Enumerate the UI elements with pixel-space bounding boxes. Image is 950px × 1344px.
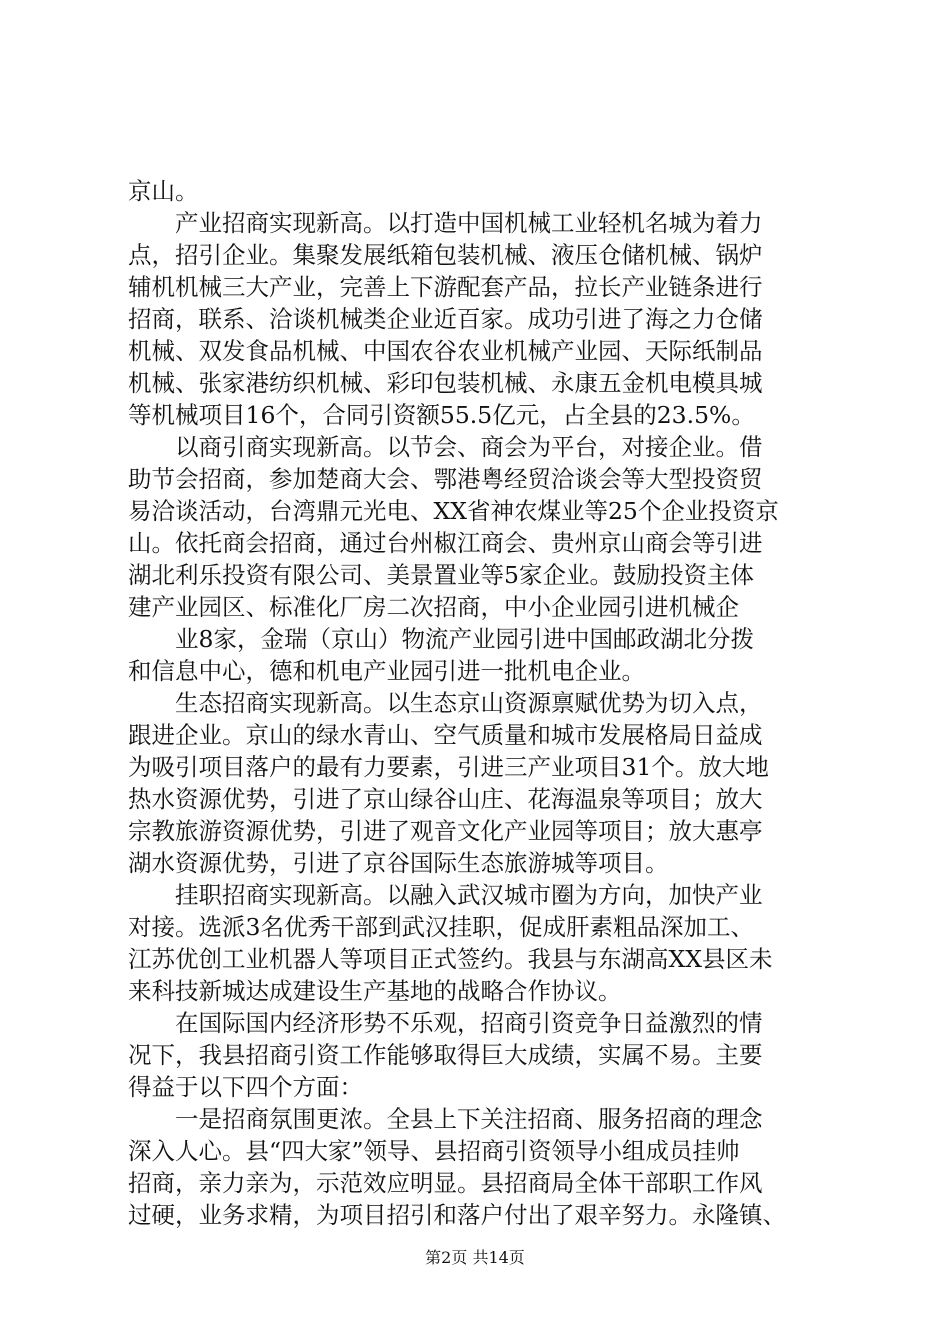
text-line: 助节会招商，参加楚商大会、鄂港粤经贸洽谈会等大型投资贸 [128,465,763,493]
text-line: 产业招商实现新高。以打造中国机械工业轻机名城为着力 [128,209,763,237]
text-line: 况下，我县招商引资工作能够取得巨大成绩，实属不易。主要 [128,1041,763,1069]
text-line: 辅机机械三大产业，完善上下游配套产品，拉长产业链条进行 [128,273,763,301]
text-line: 和信息中心，德和机电产业园引进一批机电企业。 [128,657,645,685]
text-line: 湖北利乐投资有限公司、美景置业等5家企业。鼓励投资主体 [128,561,754,589]
text-line: 热水资源优势，引进了京山绿谷山庄、花海温泉等项目；放大 [128,785,763,813]
text-line: 来科技新城达成建设生产基地的战略合作协议。 [128,977,622,1005]
text-line: 跟进企业。京山的绿水青山、空气质量和城市发展格局日益成 [128,721,763,749]
text-line: 湖水资源优势，引进了京谷国际生态旅游城等项目。 [128,849,669,877]
text-line: 等机械项目16个，合同引资额55.5亿元，占全县的23.5%。 [128,401,755,429]
text-line: 对接。选派3名优秀干部到武汉挂职，促成肝素粗品深加工、 [128,913,754,941]
text-line: 生态招商实现新高。以生态京山资源禀赋优势为切入点， [128,689,763,717]
text-line: 为吸引项目落户的最有力要素，引进三产业项目31个。放大地 [128,753,769,781]
text-line: 易洽谈活动，台湾鼎元光电、XX省神农煤业等25个企业投资京 [128,497,779,525]
text-line: 招商，联系、洽谈机械类企业近百家。成功引进了海之力仓储 [128,305,763,333]
text-line: 过硬，业务求精，为项目招引和落户付出了艰辛努力。永隆镇、 [128,1201,786,1229]
text-line: 在国际国内经济形势不乐观，招商引资竞争日益激烈的情 [128,1009,763,1037]
text-line: 深入人心。县“四大家”领导、县招商引资领导小组成员挂帅 [128,1137,740,1165]
page-number-footer: 第2页 共14页 [425,1248,525,1267]
text-line: 宗教旅游资源优势，引进了观音文化产业园等项目；放大惠亭 [128,817,763,845]
text-line: 京山。 [128,177,199,205]
text-line: 得益于以下四个方面： [128,1073,363,1101]
text-line: 建产业园区、标准化厂房二次招商，中小企业园引进机械企 [128,593,739,621]
text-line: 机械、双发食品机械、中国农谷农业机械产业园、天际纸制品 [128,337,763,365]
text-line: 机械、张家港纺织机械、彩印包装机械、永康五金机电模具城 [128,369,763,397]
text-line: 招商，亲力亲为，示范效应明显。县招商局全体干部职工作风 [128,1169,763,1197]
text-line: 以商引商实现新高。以节会、商会为平台，对接企业。借 [128,433,763,461]
text-line: 挂职招商实现新高。以融入武汉城市圈为方向，加快产业 [128,881,763,909]
text-line: 江苏优创工业机器人等项目正式签约。我县与东湖高XX县区未 [128,945,773,973]
body-text [128,175,828,1231]
text-line: 一是招商氛围更浓。全县上下关注招商、服务招商的理念 [128,1105,763,1133]
text-line: 点，招引企业。集聚发展纸箱包装机械、液压仓储机械、锅炉 [128,241,763,269]
text-line: 业8家，金瑞（京山）物流产业园引进中国邮政湖北分拨 [128,625,754,653]
text-line: 山。依托商会招商，通过台州椒江商会、贵州京山商会等引进 [128,529,763,557]
